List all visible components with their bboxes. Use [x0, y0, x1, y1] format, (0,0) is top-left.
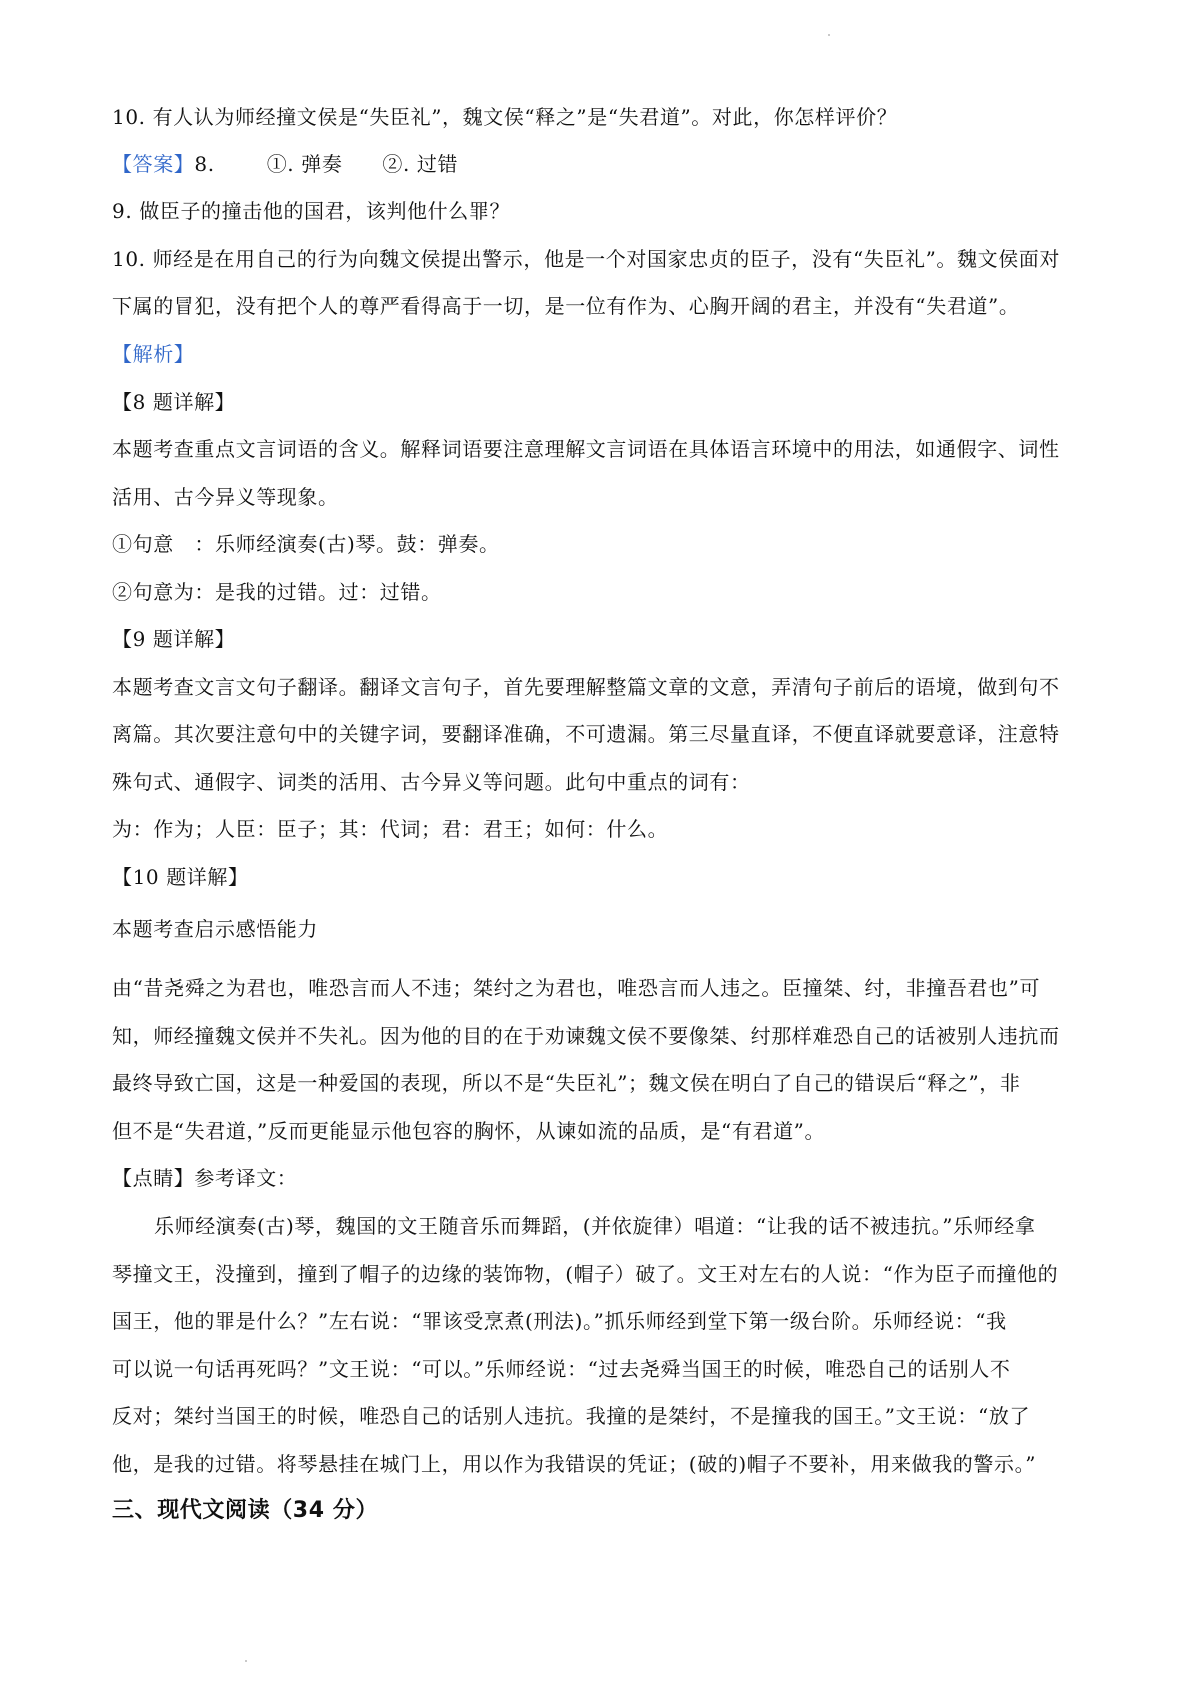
- q9-heading: 【9 题详解】: [112, 627, 236, 651]
- question-10-prompt: 10. 有人认为师经撞文侯是“失臣礼”，魏文侯“释之”是“失君道”。对此，你怎样评价？: [112, 105, 898, 129]
- answer-number: 8.: [194, 152, 215, 176]
- translation-line: 琴撞文王，没撞到，撞到了帽子的边缘的装饰物，(帽子）破了。文王对左右的人说：“作为臣子而撞他的: [112, 1262, 1059, 1286]
- q9-line: 离篇。其次要注意句中的关键字词，要翻译准确，不可遗漏。第三尽量直译，不便直译就要意译，注意特: [112, 722, 1060, 746]
- answer-9: 9. 做臣子的撞击他的国君，该判他什么罪？: [112, 199, 511, 223]
- q10-line: 但不是“失君道，”反而更能显示他包容的胸怀，从谏如流的品质，是“有君道”。: [112, 1119, 826, 1143]
- q8-heading: 【8 题详解】: [112, 390, 236, 414]
- q8-line: ②句意为：是我的过错。过：过错。: [112, 580, 442, 604]
- translation-line: 乐师经演奏(古)琴，魏国的文王随音乐而舞蹈，(并依旋律）唱道：“让我的话不被违抗。”乐师经拿: [154, 1214, 1036, 1238]
- translation-line: 可以说一句话再死吗？”文王说：“可以。”乐师经说：“过去尧舜当国王的时候，唯恐自己的话别人不: [112, 1357, 1011, 1381]
- translation-line: 反对；桀纣当国王的时候，唯恐自己的话别人违抗。我撞的是桀纣，不是撞我的国王。”文王说：“放了: [112, 1404, 1031, 1428]
- q10-line: 知，师经撞魏文侯并不失礼。因为他的目的在于劝谏魏文侯不要像桀、纣那样难恐自己的话被别人违抗而: [112, 1024, 1060, 1048]
- q10-intro: 本题考查启示感悟能力: [112, 917, 318, 941]
- q8-line: ①句意 ：乐师经演奏(古)琴。鼓：弹奏。: [112, 532, 500, 556]
- section-3-heading: 三、现代文阅读（34 分）: [112, 1498, 379, 1523]
- q10-heading: 【10 题详解】: [112, 865, 249, 889]
- translation-line: 他，是我的过错。将琴悬挂在城门上，用以作为我错误的凭证；(破的)帽子不要补，用来做我的警示。”: [112, 1452, 1037, 1476]
- answer-item-2: ②. 过错: [382, 152, 459, 176]
- q10-line: 由“昔尧舜之为君也，唯恐言而人不违；桀纣之为君也，唯恐言而人违之。臣撞桀、纣，非撞吾君也”可: [112, 976, 1041, 1000]
- scan-speck: [828, 34, 830, 36]
- answer-item-1: ①. 弹奏: [266, 152, 343, 176]
- scan-speck: [245, 1660, 247, 1662]
- q9-line: 殊句式、通假字、词类的活用、古今异义等问题。此句中重点的词有：: [112, 770, 751, 794]
- q9-line: 本题考查文言文句子翻译。翻译文言句子，首先要理解整篇文章的文意，弄清句子前后的语境，做到句不: [112, 675, 1060, 699]
- answer-tag: 【答案】: [112, 152, 195, 176]
- analysis-tag: 【解析】: [112, 342, 195, 366]
- q10-line: 最终导致亡国，这是一种爱国的表现，所以不是“失臣礼”；魏文侯在明白了自己的错误后“释之”，非: [112, 1071, 1021, 1095]
- answer-row: [112, 150, 1097, 178]
- q9-line: 为：作为；人臣：臣子；其：代词；君：君王；如何：什么。: [112, 817, 669, 841]
- q8-line: 本题考查重点文言词语的含义。解释词语要注意理解文言词语在具体语言环境中的用法，如通假字、词性: [112, 437, 1060, 461]
- answer-10-line: 10. 师经是在用自己的行为向魏文侯提出警示，他是一个对国家忠贞的臣子，没有“失臣礼”。魏文侯面对: [112, 247, 1061, 271]
- answer-10-line: 下属的冒犯，没有把个人的尊严看得高于一切，是一位有作为、心胸开阔的君主，并没有“失君道”。: [112, 294, 1020, 318]
- q8-line: 活用、古今异义等现象。: [112, 485, 339, 509]
- translation-line: 国王，他的罪是什么？”左右说：“罪该受烹煮(刑法)。”抓乐师经到堂下第一级台阶。乐师经说：“我: [112, 1309, 1007, 1333]
- notes-heading: 【点睛】参考译文：: [112, 1166, 298, 1190]
